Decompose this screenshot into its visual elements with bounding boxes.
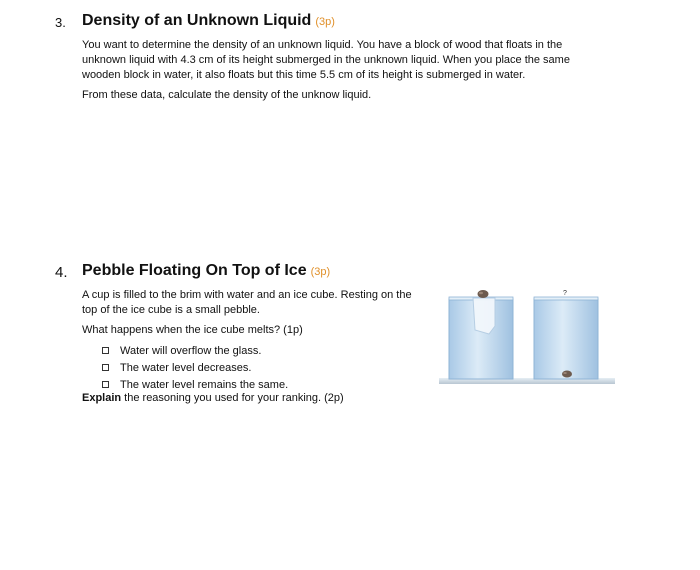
answer-option[interactable] bbox=[102, 342, 288, 359]
ice-cube bbox=[473, 298, 495, 334]
question-number: 4. bbox=[55, 264, 68, 281]
glass-right bbox=[534, 297, 598, 379]
answer-option[interactable] bbox=[102, 359, 288, 376]
answer-options bbox=[102, 342, 288, 393]
question-mark: ? bbox=[563, 290, 567, 297]
question-title bbox=[82, 262, 330, 280]
question-paragraph: You want to determine the density of an unknown liquid. You have a block of wood that floats in the unknown liquid with 4.3 cm of its height submerged in the unknown liquid. When you place the same wooden block in water, it also floats but this time 5.5 cm of its height is submerged in water. bbox=[82, 39, 570, 81]
glass-left bbox=[449, 290, 513, 379]
question-instruction: From these data, calculate the density of the unknow liquid. bbox=[82, 89, 372, 101]
points-label: (3p) bbox=[315, 16, 335, 28]
question-prompt: What happens when the ice cube melts? (1p) bbox=[82, 324, 303, 336]
question-paragraph: A cup is filled to the brim with water and an ice cube. Resting on the top of the ice cube is a small pebble. bbox=[82, 289, 412, 316]
question-title-text: Pebble Floating On Top of Ice bbox=[82, 262, 307, 279]
points-label: (3p) bbox=[310, 266, 331, 278]
pebble bbox=[562, 371, 572, 378]
option-label: The water level remains the same. bbox=[120, 378, 289, 391]
question-number: 3. bbox=[55, 15, 66, 30]
explain-bold: Explain bbox=[82, 392, 122, 404]
checkbox[interactable] bbox=[102, 381, 109, 388]
option-label: Water will overflow the glass. bbox=[120, 344, 262, 357]
explain-text: the reasoning you used for your ranking. (2p) bbox=[121, 392, 344, 404]
answer-option[interactable] bbox=[102, 376, 288, 393]
ice-cube-glasses-illustration bbox=[437, 282, 617, 392]
pebble bbox=[478, 290, 489, 298]
question-title-text: Density of an Unknown Liquid bbox=[82, 12, 312, 29]
checkbox[interactable] bbox=[102, 364, 109, 371]
checkbox[interactable] bbox=[102, 347, 109, 354]
explain-instruction bbox=[82, 392, 344, 404]
question-title bbox=[82, 12, 335, 30]
option-label: The water level decreases. bbox=[120, 361, 252, 374]
